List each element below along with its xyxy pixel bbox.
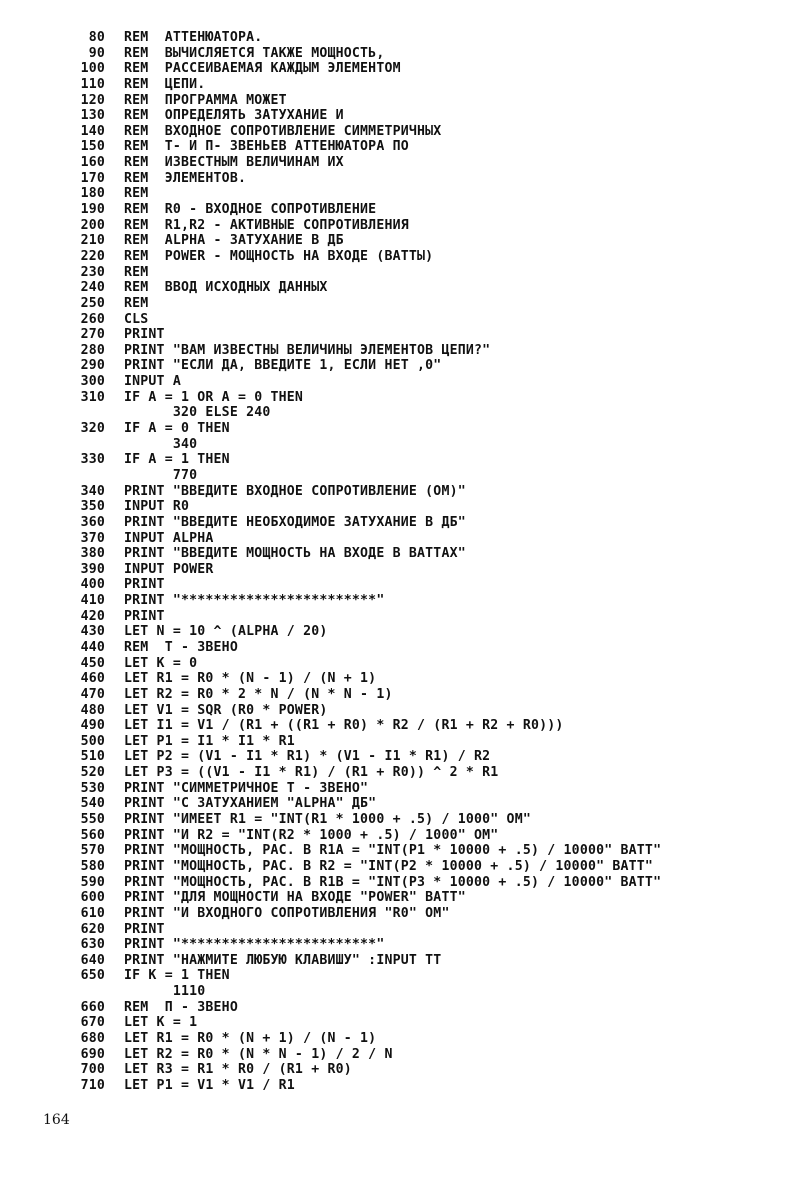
line-code: PRINT "ВВЕДИТЕ ВХОДНОЕ СОПРОТИВЛЕНИЕ (ОМ)" — [124, 483, 466, 499]
code-line — [64, 327, 784, 343]
code-line — [64, 358, 784, 374]
line-code: REM POWER - МОЩНОСТЬ НА ВХОДЕ (ВАТТЫ) — [124, 248, 434, 264]
line-code: PRINT — [124, 921, 165, 937]
line-number: 680 — [80, 1031, 105, 1046]
code-line — [64, 890, 784, 906]
code-line — [64, 1015, 784, 1031]
code-line — [64, 484, 784, 500]
line-code: LET R2 = R0 * (N * N - 1) / 2 / N — [124, 1046, 393, 1062]
line-code: PRINT "ИМЕЕТ R1 = "INT(R1 * 1000 + .5) / 1000" ОМ" — [124, 812, 531, 828]
code-line — [64, 499, 784, 515]
code-line — [64, 671, 784, 687]
line-number: 650 — [80, 968, 105, 984]
line-number: 80 — [88, 30, 105, 45]
line-number — [64, 437, 105, 453]
code-line — [64, 593, 784, 609]
line-number: 330 — [80, 452, 105, 468]
line-number: 510 — [80, 749, 105, 765]
code-line — [64, 390, 784, 406]
line-code: REM АТТЕНЮАТОРА. — [124, 30, 263, 45]
line-code: REM — [124, 264, 149, 280]
line-code: IF A = 1 THEN — [124, 452, 230, 468]
code-line — [64, 609, 784, 625]
line-code: REM ALPHA - ЗАТУХАНИЕ В ДБ — [124, 233, 344, 249]
line-code: INPUT ALPHA — [124, 530, 214, 546]
line-number: 120 — [80, 92, 105, 108]
line-code: 770 — [124, 467, 198, 483]
line-code: PRINT "ЕСЛИ ДА, ВВЕДИТЕ 1, ЕСЛИ НЕТ ,0" — [124, 358, 442, 374]
line-code: IF A = 1 OR A = 0 THEN — [124, 389, 304, 405]
code-line — [64, 374, 784, 390]
line-code: 320 ELSE 240 — [124, 405, 271, 421]
code-line — [64, 765, 784, 781]
code-line — [64, 859, 784, 875]
code-line — [64, 749, 784, 765]
line-number: 530 — [80, 780, 105, 796]
line-number — [64, 984, 105, 1000]
line-number: 490 — [80, 718, 105, 734]
line-code: PRINT "ВАМ ИЗВЕСТНЫ ВЕЛИЧИНЫ ЭЛЕМЕНТОВ ЦЕПИ?" — [124, 342, 491, 358]
line-code: LET V1 = SQR (R0 * POWER) — [124, 702, 328, 718]
line-number: 200 — [80, 217, 105, 233]
line-number: 150 — [80, 139, 105, 155]
line-code: REM ЦЕПИ. — [124, 76, 206, 92]
line-code: PRINT "МОЩНОСТЬ, РАС. В R2 = "INT(P2 * 10000 + .5) / 10000" ВАТТ" — [124, 858, 654, 874]
code-line — [64, 1078, 784, 1094]
line-code: LET P2 = (V1 - I1 * R1) * (V1 - I1 * R1) / R2 — [124, 749, 491, 765]
line-number: 210 — [80, 233, 105, 249]
line-number: 350 — [80, 499, 105, 515]
line-number: 710 — [80, 1077, 105, 1093]
line-code: REM РАССЕИВАЕМАЯ КАЖДЫМ ЭЛЕМЕНТОМ — [124, 61, 401, 77]
line-number: 580 — [80, 858, 105, 874]
line-number: 700 — [80, 1062, 105, 1078]
code-line — [64, 93, 784, 109]
basic-program-listing — [64, 30, 784, 1094]
line-number: 90 — [88, 45, 105, 61]
line-number: 130 — [80, 108, 105, 124]
line-number: 290 — [80, 358, 105, 374]
line-number: 470 — [80, 686, 105, 702]
line-number: 220 — [80, 248, 105, 264]
line-number: 610 — [80, 905, 105, 921]
line-code: REM П - ЗВЕНО — [124, 999, 238, 1015]
code-line — [64, 562, 784, 578]
line-code: PRINT "ДЛЯ МОЩНОСТИ НА ВХОДЕ "POWER" ВАТТ" — [124, 890, 466, 906]
line-code: LET K = 1 — [124, 1015, 198, 1031]
line-number: 250 — [80, 295, 105, 311]
line-number: 480 — [80, 702, 105, 718]
code-line — [64, 61, 784, 77]
line-number: 670 — [80, 1015, 105, 1031]
line-number: 630 — [80, 937, 105, 953]
code-line — [64, 233, 784, 249]
line-code: REM Т- И П- ЗВЕНЬЕВ АТТЕНЮАТОРА ПО — [124, 139, 409, 155]
line-code: LET P3 = ((V1 - I1 * R1) / (R1 + R0)) ^ 2 * R1 — [124, 765, 499, 781]
code-line — [64, 843, 784, 859]
line-code: REM R0 - ВХОДНОЕ СОПРОТИВЛЕНИЕ — [124, 202, 377, 218]
line-number: 280 — [80, 342, 105, 358]
line-number: 380 — [80, 546, 105, 562]
code-line — [64, 452, 784, 468]
code-line — [64, 828, 784, 844]
line-code: REM — [124, 186, 149, 202]
line-code: LET R3 = R1 * R0 / (R1 + R0) — [124, 1062, 352, 1078]
code-line — [64, 640, 784, 656]
line-number — [64, 405, 105, 421]
line-code: INPUT A — [124, 374, 181, 390]
line-number: 260 — [80, 311, 105, 327]
code-line — [64, 1031, 784, 1047]
line-number: 460 — [80, 671, 105, 687]
line-number: 270 — [80, 327, 105, 343]
line-number: 450 — [80, 655, 105, 671]
line-number: 570 — [80, 843, 105, 859]
code-line — [64, 812, 784, 828]
code-line — [64, 437, 784, 453]
code-line — [64, 546, 784, 562]
code-line — [64, 1062, 784, 1078]
line-number: 410 — [80, 593, 105, 609]
page-number: 164 — [43, 1112, 70, 1128]
line-code: LET I1 = V1 / (R1 + ((R1 + R0) * R2 / (R1 + R2 + R0))) — [124, 718, 564, 734]
line-number: 360 — [80, 514, 105, 530]
line-number: 440 — [80, 639, 105, 655]
line-number: 590 — [80, 874, 105, 890]
code-line — [64, 577, 784, 593]
code-line — [64, 968, 784, 984]
code-line — [64, 202, 784, 218]
code-line — [64, 781, 784, 797]
line-code: PRINT — [124, 327, 165, 343]
line-number: 300 — [80, 374, 105, 390]
line-number: 550 — [80, 812, 105, 828]
line-code: 340 — [124, 436, 198, 452]
code-line — [64, 1000, 784, 1016]
line-code: REM ВЫЧИСЛЯЕТСЯ ТАКЖЕ МОЩНОСТЬ, — [124, 45, 385, 61]
code-line — [64, 515, 784, 531]
line-code: LET K = 0 — [124, 655, 198, 671]
line-code: PRINT "С ЗАТУХАНИЕМ "ALPHA" ДБ" — [124, 796, 377, 812]
line-code: LET P1 = V1 * V1 / R1 — [124, 1077, 295, 1093]
code-line — [64, 656, 784, 672]
code-line — [64, 186, 784, 202]
line-code: PRINT "МОЩНОСТЬ, РАС. В R1В = "INT(P3 * 10000 + .5) / 10000" ВАТТ" — [124, 874, 662, 890]
line-code: PRINT "************************" — [124, 937, 385, 953]
code-line — [64, 312, 784, 328]
line-code: INPUT POWER — [124, 561, 214, 577]
line-number: 540 — [80, 796, 105, 812]
code-line — [64, 796, 784, 812]
line-number: 660 — [80, 999, 105, 1015]
line-code: PRINT "МОЩНОСТЬ, РАС. В R1А = "INT(P1 * 10000 + .5) / 10000" ВАТТ" — [124, 843, 662, 859]
code-line — [64, 139, 784, 155]
line-number: 160 — [80, 155, 105, 171]
line-number: 190 — [80, 202, 105, 218]
code-line — [64, 124, 784, 140]
code-line — [64, 155, 784, 171]
code-line — [64, 718, 784, 734]
line-code: 1110 — [124, 984, 206, 1000]
line-number: 620 — [80, 921, 105, 937]
line-code: REM ВХОДНОЕ СОПРОТИВЛЕНИЕ СИММЕТРИЧНЫХ — [124, 123, 442, 139]
code-line — [64, 703, 784, 719]
line-code: REM ВВОД ИСХОДНЫХ ДАННЫХ — [124, 280, 328, 296]
line-number: 370 — [80, 530, 105, 546]
line-code: REM Т - ЗВЕНО — [124, 639, 238, 655]
line-number: 100 — [80, 61, 105, 77]
code-line — [64, 421, 784, 437]
line-code: PRINT — [124, 577, 165, 593]
code-line — [64, 875, 784, 891]
line-code: PRINT — [124, 608, 165, 624]
line-code: REM ИЗВЕСТНЫМ ВЕЛИЧИНАМ ИХ — [124, 155, 344, 171]
line-code: LET R2 = R0 * 2 * N / (N * N - 1) — [124, 686, 393, 702]
code-line — [64, 249, 784, 265]
code-line — [64, 280, 784, 296]
line-code: IF A = 0 THEN — [124, 421, 230, 437]
code-line — [64, 405, 784, 421]
line-code: PRINT "************************" — [124, 593, 385, 609]
code-line — [64, 46, 784, 62]
line-code: PRINT "И ВХОДНОГО СОПРОТИВЛЕНИЯ "R0" ОМ" — [124, 905, 450, 921]
line-number: 110 — [80, 76, 105, 92]
line-number: 520 — [80, 765, 105, 781]
line-code: REM R1,R2 - АКТИВНЫЕ СОПРОТИВЛЕНИЯ — [124, 217, 409, 233]
code-line — [64, 30, 784, 46]
line-code: REM — [124, 295, 149, 311]
code-line — [64, 687, 784, 703]
line-number: 140 — [80, 123, 105, 139]
line-number: 420 — [80, 608, 105, 624]
code-line — [64, 77, 784, 93]
line-number: 340 — [80, 483, 105, 499]
code-line — [64, 343, 784, 359]
code-line — [64, 1047, 784, 1063]
line-code: PRINT "НАЖМИТЕ ЛЮБУЮ КЛАВИШУ" :INPUT TT — [124, 952, 442, 968]
code-line — [64, 265, 784, 281]
line-number: 500 — [80, 733, 105, 749]
line-code: PRINT "И R2 = "INT(R2 * 1000 + .5) / 1000" ОМ" — [124, 827, 499, 843]
line-number: 400 — [80, 577, 105, 593]
code-line — [64, 108, 784, 124]
line-number: 230 — [80, 264, 105, 280]
line-code: CLS — [124, 311, 149, 327]
code-line — [64, 984, 784, 1000]
code-line — [64, 922, 784, 938]
line-number: 430 — [80, 624, 105, 640]
line-code: REM ОПРЕДЕЛЯТЬ ЗАТУХАНИЕ И — [124, 108, 344, 124]
line-code: LET N = 10 ^ (ALPHA / 20) — [124, 624, 328, 640]
code-line — [64, 734, 784, 750]
line-number: 690 — [80, 1046, 105, 1062]
line-number: 600 — [80, 890, 105, 906]
code-line — [64, 171, 784, 187]
line-number — [64, 468, 105, 484]
code-line — [64, 468, 784, 484]
line-code: IF K = 1 THEN — [124, 968, 230, 984]
code-line — [64, 953, 784, 969]
line-number: 240 — [80, 280, 105, 296]
line-number: 310 — [80, 389, 105, 405]
line-code: PRINT "ВВЕДИТЕ МОЩНОСТЬ НА ВХОДЕ В ВАТТАХ" — [124, 546, 466, 562]
line-code: LET P1 = I1 * I1 * R1 — [124, 733, 295, 749]
code-line — [64, 624, 784, 640]
code-line — [64, 218, 784, 234]
line-code: REM ПРОГРАММА МОЖЕТ — [124, 92, 287, 108]
line-code: PRINT "ВВЕДИТЕ НЕОБХОДИМОЕ ЗАТУХАНИЕ В ДБ" — [124, 514, 466, 530]
line-number: 560 — [80, 827, 105, 843]
code-line — [64, 937, 784, 953]
line-code: REM ЭЛЕМЕНТОВ. — [124, 170, 247, 186]
code-line — [64, 296, 784, 312]
line-number: 640 — [80, 952, 105, 968]
line-number: 180 — [80, 186, 105, 202]
code-line — [64, 531, 784, 547]
line-code: PRINT "СИММЕТРИЧНОЕ Т - ЗВЕНО" — [124, 780, 369, 796]
line-number: 320 — [80, 421, 105, 437]
line-code: LET R1 = R0 * (N + 1) / (N - 1) — [124, 1031, 377, 1046]
line-number: 170 — [80, 170, 105, 186]
line-code: INPUT R0 — [124, 499, 190, 515]
line-number: 390 — [80, 561, 105, 577]
code-line — [64, 906, 784, 922]
line-code: LET R1 = R0 * (N - 1) / (N + 1) — [124, 671, 377, 687]
